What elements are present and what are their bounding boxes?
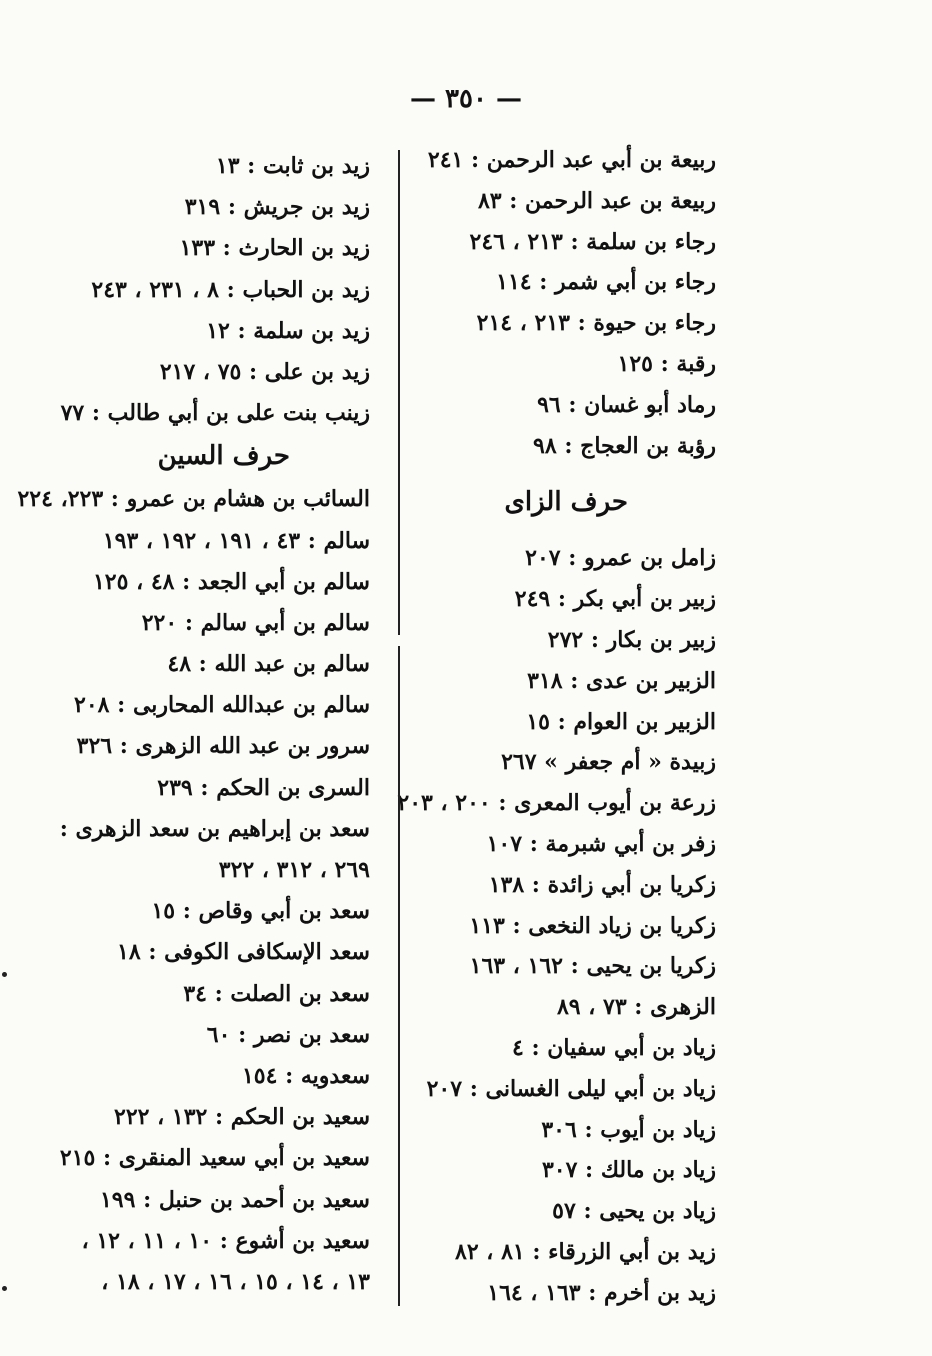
index-entry: زيد بن جريش : ٣١٩ — [184, 194, 370, 221]
index-entry: زينب بنت على بن أبي طالب : ٧٧ — [60, 400, 370, 427]
index-entry: سالم بن أبي الجعد : ٤٨ ، ١٢٥ — [92, 568, 370, 595]
index-entry: زيد بن سلمة : ١٢ — [206, 317, 370, 344]
index-entry: رجاء بن أبي شمر : ١١٤ — [496, 269, 716, 296]
index-entry: زامل بن عمرو : ٢٠٧ — [525, 545, 716, 572]
index-entry: زيد بن أخرم : ١٦٣ ، ١٦٤ — [487, 1279, 716, 1306]
index-entry: السرى بن الحكم : ٢٣٩ — [157, 774, 370, 801]
index-entry: زيد بن الحارث : ١٣٣ — [179, 235, 370, 262]
index-entry: زرعة بن أيوب المعرى : ٢٠٠ ، ٢٠٣ — [397, 790, 716, 817]
index-entry: ربيعة بن عبد الرحمن : ٨٣ — [477, 187, 716, 214]
index-entry: سالم بن عبدالله المحاربى : ٢٠٨ — [74, 692, 370, 719]
index-entry: سعد بن إبراهيم بن سعد الزهرى : — [59, 815, 370, 842]
index-entry: زبيدة « أم جعفر » ٢٦٧ — [501, 749, 716, 776]
index-entry: سعد الإسكافى الكوفى : ١٨ — [117, 939, 370, 966]
index-entry: سعدويه : ١٥٤ — [241, 1062, 370, 1089]
index-entry: زكريا بن زياد النخعى : ١١٣ — [469, 912, 716, 939]
margin-mark — [2, 1286, 7, 1291]
index-entry: زيد بن الحباب : ٨ ، ٢٣١ ، ٢٤٣ — [91, 276, 370, 303]
index-entry: زفر بن أبي شبرمة : ١٠٧ — [486, 830, 716, 857]
index-entry: زبير بن أبي بكر : ٢٤٩ — [514, 586, 716, 613]
left-column — [10, 146, 370, 1303]
page-number: — ٣٥٠ — — [409, 84, 523, 114]
index-entry: سرور بن عبد الله الزهرى : ٣٢٦ — [76, 733, 370, 760]
index-entry: سعيد بن الحكم : ١٣٢ ، ٢٢٢ — [114, 1104, 370, 1131]
index-entry: الزهرى : ٧٣ ، ٨٩ — [556, 994, 716, 1021]
index-entry: زيد بن أبي الزرقاء : ٨١ ، ٨٢ — [455, 1238, 716, 1265]
index-entry: الزبير بن العوام : ١٥ — [526, 708, 716, 735]
index-entry: رقبة : ١٢٥ — [617, 350, 716, 377]
section-heading-seen: حرف السين — [157, 441, 290, 472]
index-entry: سالم : ٤٣ ، ١٩١ ، ١٩٢ ، ١٩٣ — [102, 527, 370, 554]
index-entry: زياد بن مالك : ٣٠٧ — [541, 1157, 716, 1184]
column-divider — [398, 150, 400, 635]
index-entry: ١٣ ، ١٤ ، ١٥ ، ١٦ ، ١٧ ، ١٨ ، — [101, 1268, 370, 1295]
index-entry: السائب بن هشام بن عمرو : ٢٢٣، ٢٢٤ — [17, 486, 370, 513]
index-entry: زياد بن أبي ليلى الغسانى : ٢٠٧ — [426, 1075, 716, 1102]
index-entry: رماد أبو غسان : ٩٦ — [537, 391, 716, 418]
index-entry: رؤبة بن العجاج : ٩٨ — [533, 432, 716, 459]
index-entry: سعيد بن أبي سعيد المنقرى : ٢١٥ — [59, 1145, 370, 1172]
index-entry: سعيد بن أحمد بن حنبل : ١٩٩ — [99, 1186, 370, 1213]
index-entry: رجاء بن حيوة : ٢١٣ ، ٢١٤ — [476, 310, 716, 337]
index-entry: رجاء بن سلمة : ٢١٣ ، ٢٤٦ — [469, 228, 716, 255]
index-entry: سعد بن الصلت : ٣٤ — [183, 980, 370, 1007]
index-entry: سالم بن عبد الله : ٤٨ — [167, 651, 370, 678]
index-entry: زكريا بن يحيى : ١٦٢ ، ١٦٣ — [469, 953, 716, 980]
column-divider — [398, 646, 400, 1306]
index-entry: زيد بن على : ٧٥ ، ٢١٧ — [159, 358, 370, 385]
index-entry: زبير بن بكار : ٢٧٢ — [547, 626, 716, 653]
index-entry: زيد بن ثابت : ١٣ — [215, 153, 370, 179]
index-entry: الزبير بن عدى : ٣١٨ — [527, 667, 716, 694]
index-entry: سعيد بن أشوع : ١٠ ، ١١ ، ١٢ ، — [81, 1227, 370, 1254]
index-entry: سعد بن نصر : ٦٠ — [206, 1021, 370, 1048]
index-entry: زياد بن أيوب : ٣٠٦ — [541, 1116, 716, 1143]
margin-mark — [2, 972, 7, 977]
index-entry: زياد بن يحيى : ٥٧ — [552, 1198, 716, 1225]
index-entry: زياد بن أبي سفيان : ٤ — [512, 1034, 716, 1061]
index-entry: ربيعة بن أبي عبد الرحمن : ٢٤١ — [427, 147, 716, 173]
index-entry: زكريا بن أبي زائدة : ١٣٨ — [488, 871, 716, 898]
index-entry: ٢٦٩ ، ٣١٢ ، ٣٢٢ — [218, 857, 370, 883]
index-entry: سالم بن أبي سالم : ٢٢٠ — [141, 609, 370, 636]
index-entry: سعد بن أبي وقاص : ١٥ — [151, 898, 370, 925]
section-heading-zay: حرف الزاى — [504, 487, 628, 518]
